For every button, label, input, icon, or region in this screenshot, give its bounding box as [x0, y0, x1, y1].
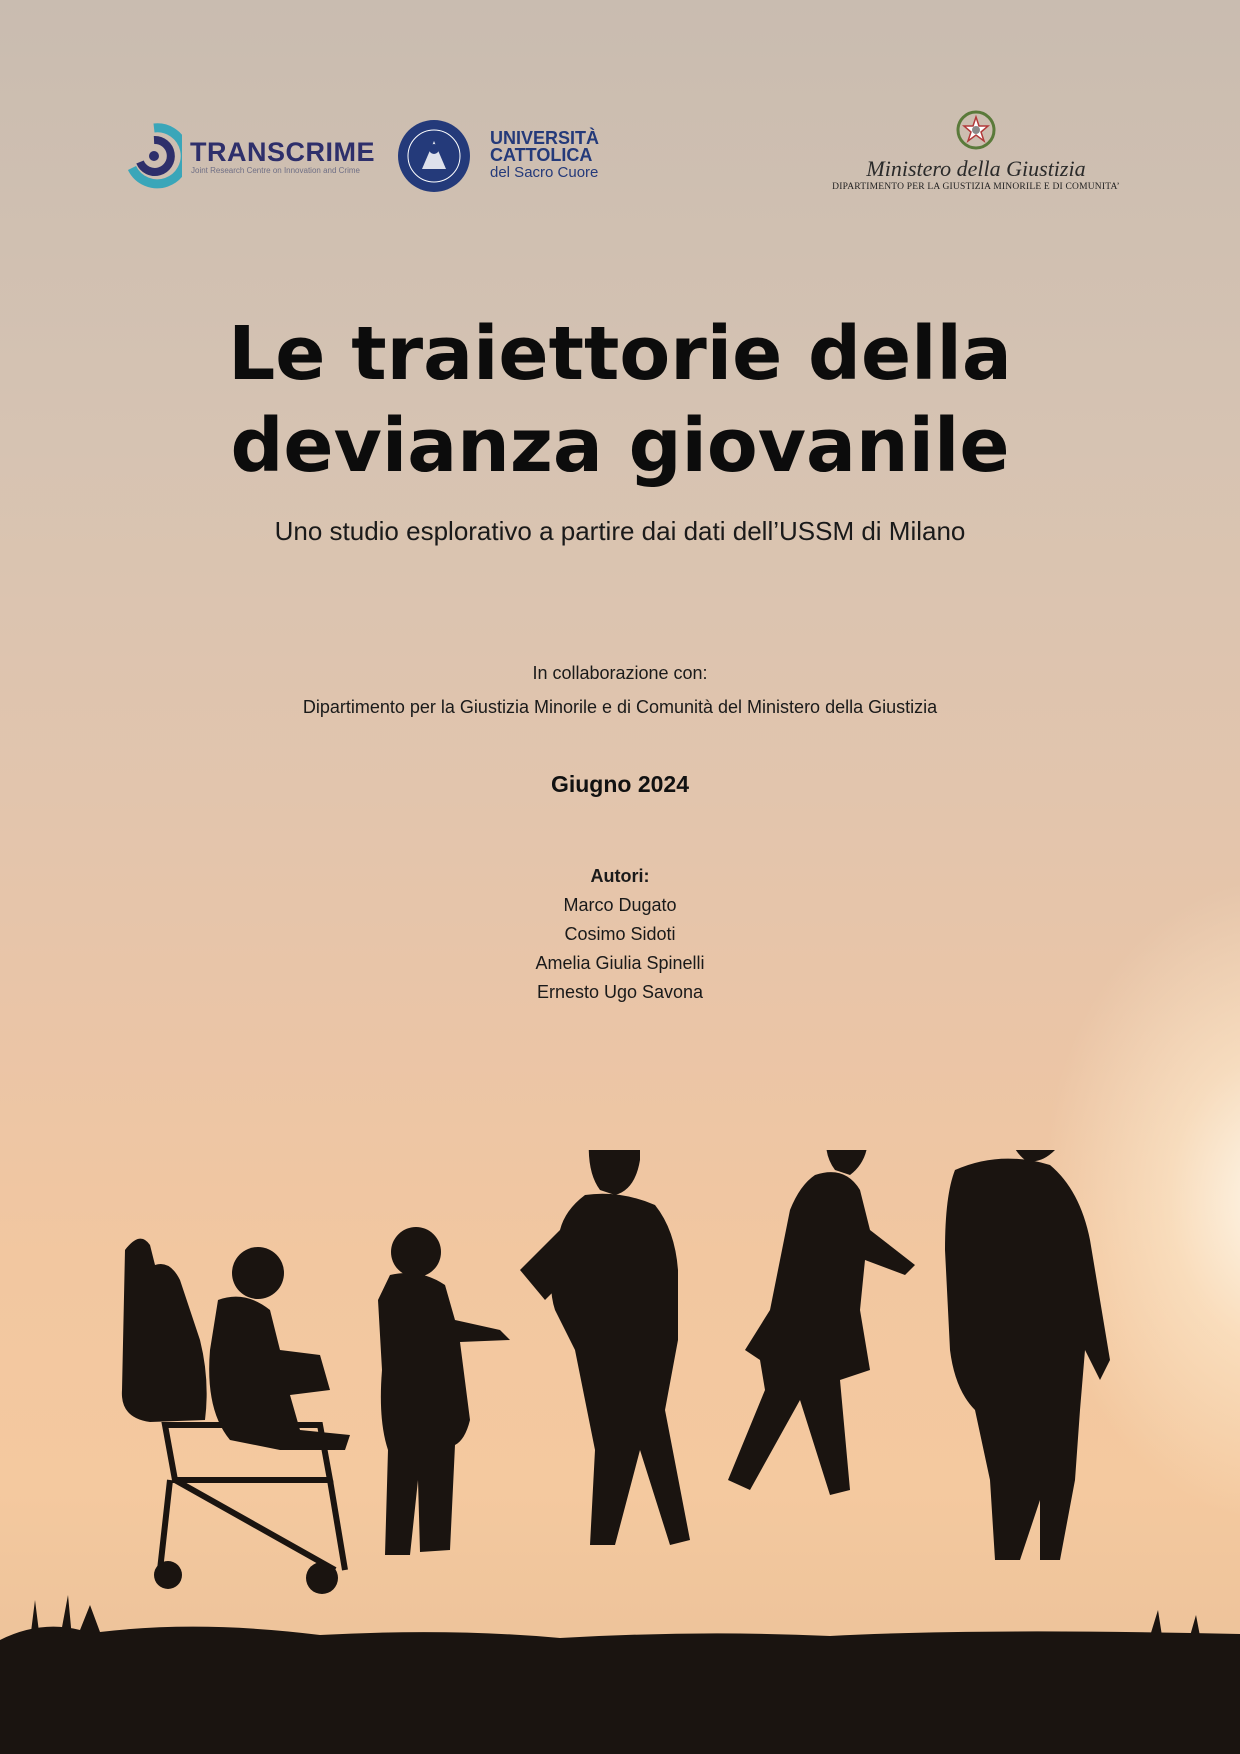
- family-silhouette-image: [0, 1150, 1240, 1754]
- authors-label: Autori:: [590, 866, 650, 886]
- man-hoodie-silhouette: [945, 1150, 1110, 1560]
- toddler-silhouette: [209, 1247, 350, 1450]
- collaboration-label: In collaborazione con:: [532, 663, 708, 683]
- ministry-name: Ministero della Giustizia: [866, 156, 1086, 181]
- university-name-line1: UNIVERSITÀ: [490, 128, 600, 148]
- university-logo: [490, 130, 599, 181]
- title-line-1: Le traiettorie della: [228, 311, 1012, 397]
- collaboration-partner: Dipartimento per la Giustizia Minorile e di Comunità del Ministero della Giustizia: [302, 697, 938, 717]
- author-name: Amelia Giulia Spinelli: [535, 953, 705, 973]
- child-silhouette: [378, 1227, 510, 1555]
- university-name-line3: del Sacro Cuore: [490, 164, 599, 181]
- transcrime-name: TRANSCRIME: [190, 136, 375, 167]
- title-line-2: devianza giovanile: [230, 403, 1010, 489]
- ministry-department: DIPARTIMENTO PER LA GIUSTIZIA MINORILE E DI COMUNITA’: [832, 182, 1120, 192]
- report-title: [120, 308, 1120, 492]
- woman-silhouette: [728, 1150, 915, 1495]
- header-logos: [0, 0, 1240, 220]
- collaboration-block: [120, 656, 1120, 724]
- report-subtitle: Uno studio esplorativo a partire dai dati dell’USSM di Milano: [274, 516, 966, 546]
- man-cap-silhouette: [520, 1150, 690, 1545]
- transcrime-tagline: Joint Research Centre on Innovation and Crime: [191, 165, 360, 175]
- university-seal-icon: [397, 119, 471, 193]
- university-name-line2: CATTOLICA: [490, 145, 593, 165]
- republic-emblem-icon: [955, 108, 997, 152]
- author-name: Cosimo Sidoti: [564, 924, 676, 944]
- publication-date: Giugno 2024: [550, 771, 690, 797]
- transcrime-logo: [126, 122, 375, 190]
- author-name: Ernesto Ugo Savona: [536, 982, 704, 1002]
- transcrime-logo-icon: [126, 122, 182, 190]
- authors-block: [120, 862, 1120, 1007]
- ground-silhouette: [0, 1605, 1240, 1754]
- author-name: Marco Dugato: [563, 895, 677, 915]
- ministry-logo: [826, 108, 1126, 192]
